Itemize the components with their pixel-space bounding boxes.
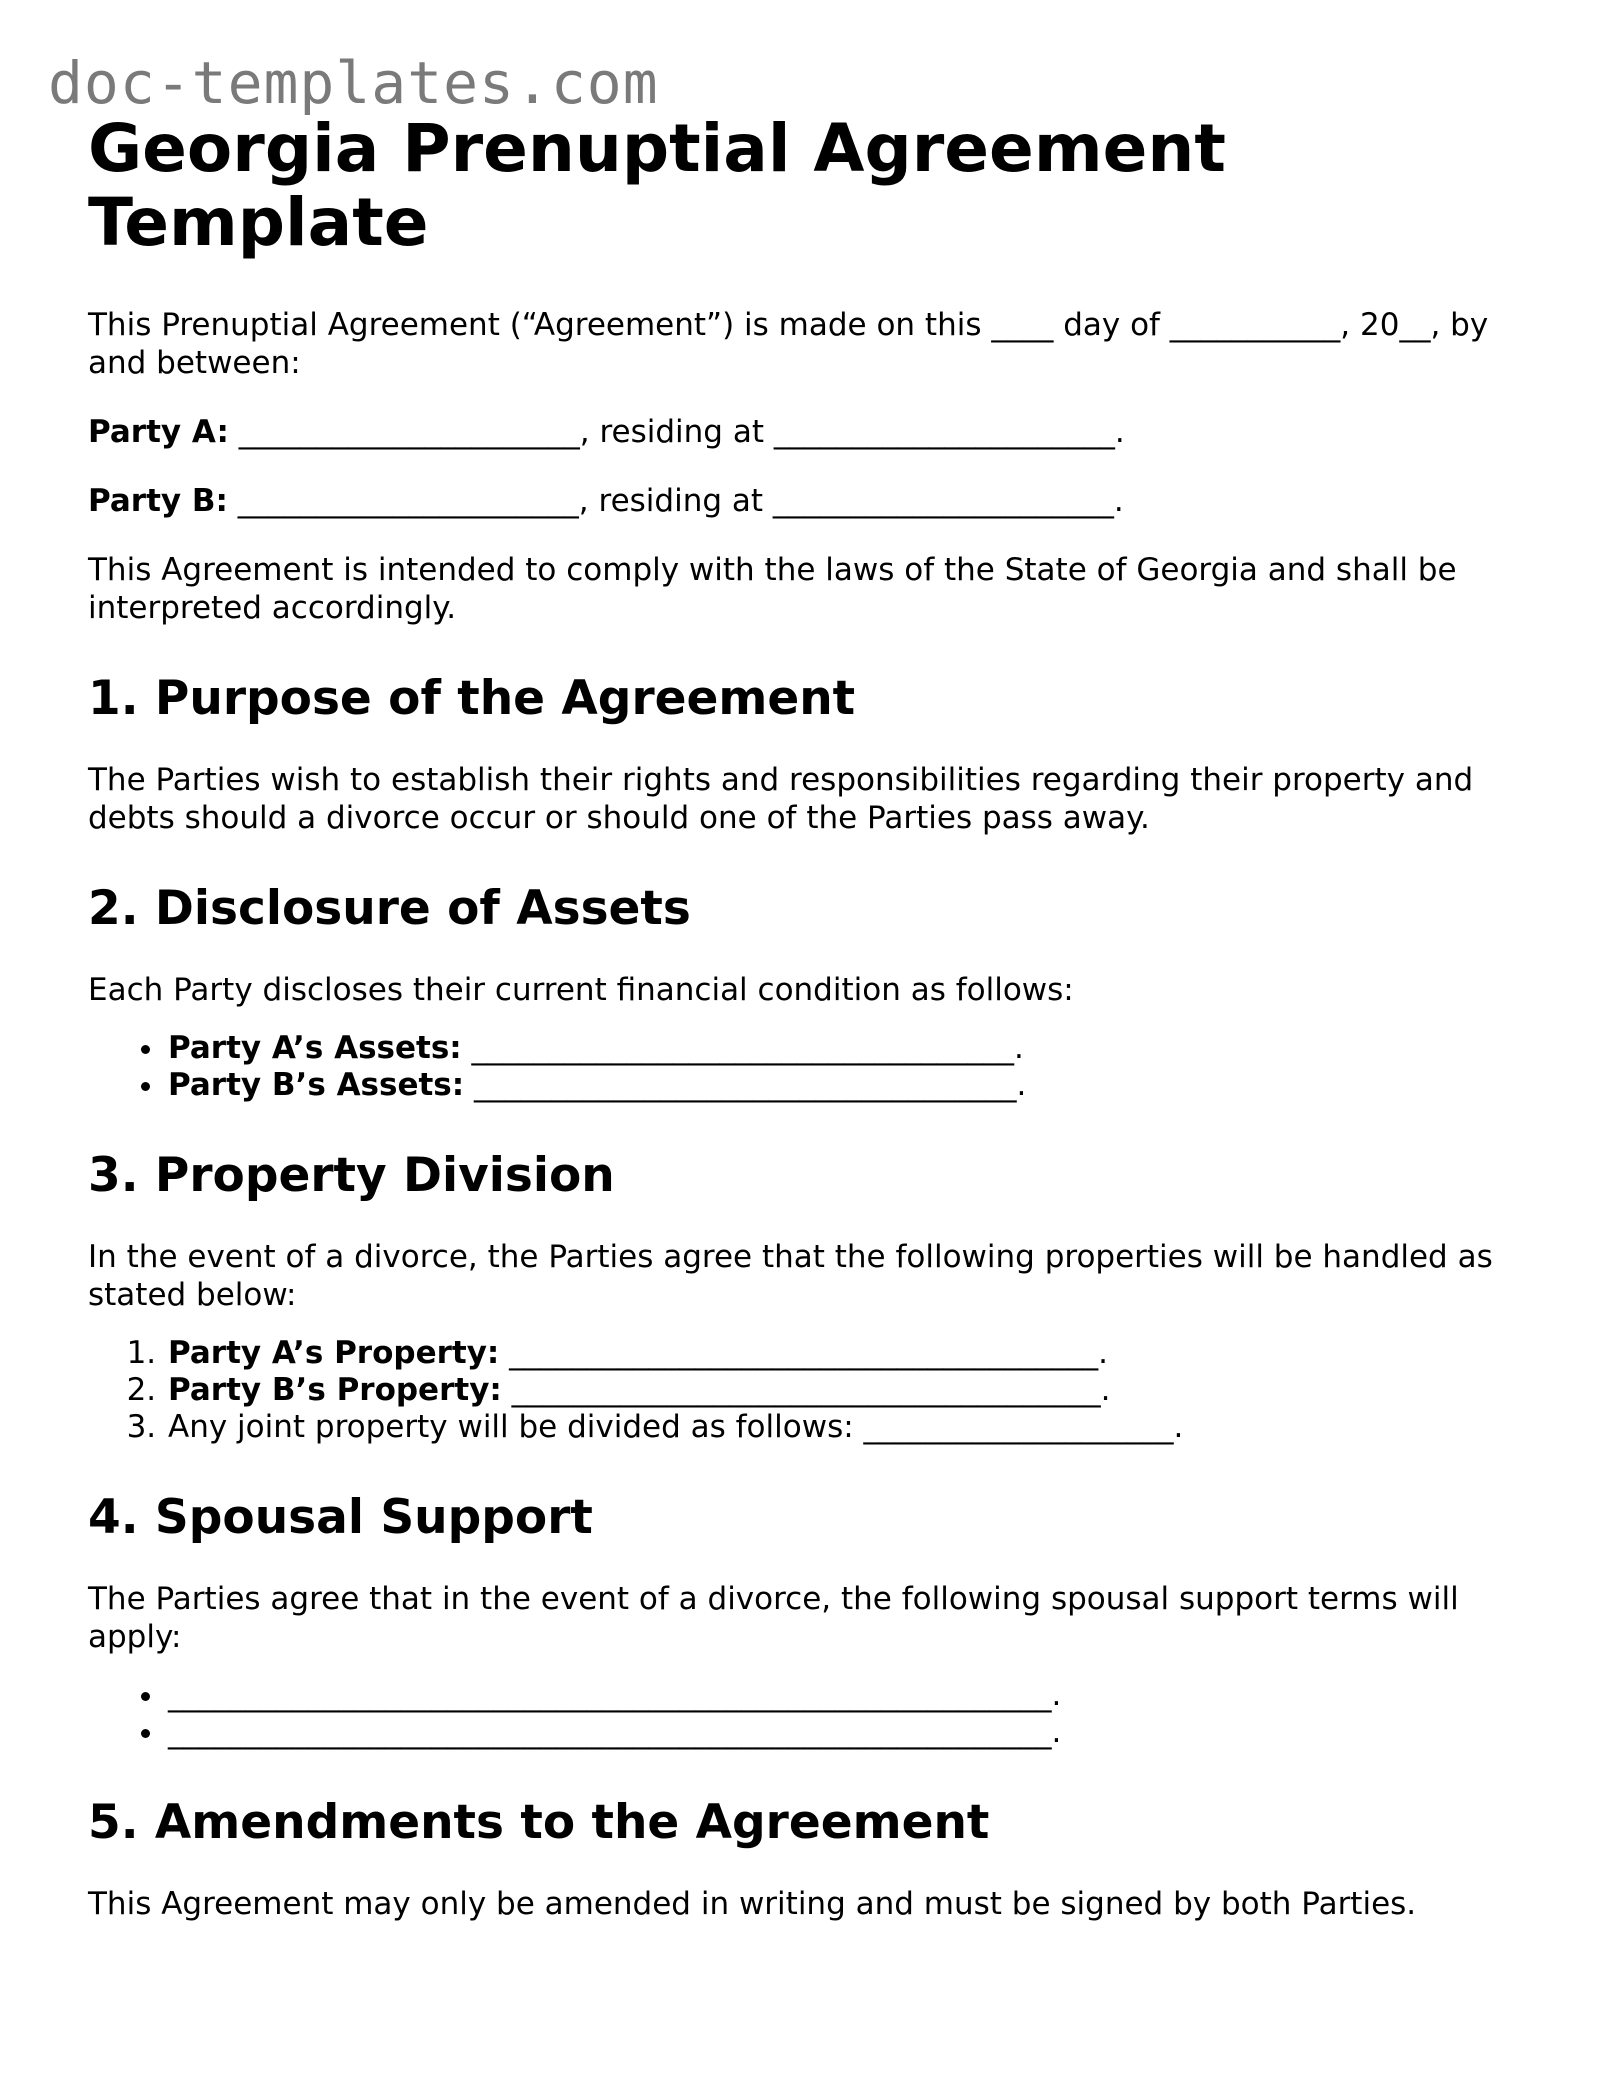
section-text-purpose: The Parties wish to establish their rights and responsibilities regarding their property and debts should a divorce occur or should one of the Parties pass away.	[88, 762, 1474, 836]
list-item	[166, 1372, 1528, 1409]
item-blank: _________________________________________________________.	[168, 1714, 1062, 1750]
section-text-disclosure: Each Party discloses their current financial condition as follows:	[88, 972, 1074, 1008]
list-item	[166, 1677, 1528, 1714]
watermark: doc-templates.com	[48, 49, 659, 117]
section-heading-purpose: 1. Purpose of the Agreement	[88, 671, 856, 726]
assets-list	[88, 1030, 1528, 1104]
document-title: Georgia Prenuptial Agreement Template	[88, 110, 1226, 261]
intro-paragraph: This Prenuptial Agreement (“Agreement”) is made on this ____ day of ___________, 20__, by and between:	[88, 307, 1489, 381]
item-blank: ___________________________________.	[464, 1067, 1027, 1103]
section-text-amendments: This Agreement may only be amended in writing and must be signed by both Parties.	[88, 1886, 1417, 1922]
party-b-line	[88, 482, 1528, 520]
item-blank: _________________________________________________________.	[168, 1677, 1062, 1713]
section-heading-disclosure: 2. Disclosure of Assets	[88, 881, 691, 936]
party-b-blank: ______________________, residing at ______________________.	[227, 483, 1124, 519]
party-a-label: Party A:	[88, 414, 229, 450]
property-list	[88, 1335, 1528, 1446]
list-item	[166, 1067, 1528, 1104]
support-list	[88, 1677, 1528, 1751]
compliance-paragraph: This Agreement is intended to comply with the laws of the State of Georgia and shall be interpreted accordingly.	[88, 552, 1457, 626]
item-label: Party B’s Property:	[168, 1372, 502, 1408]
list-item	[166, 1335, 1528, 1372]
list-item	[166, 1714, 1528, 1751]
section-heading-property: 3. Property Division	[88, 1148, 615, 1203]
item-label: Party A’s Assets:	[168, 1030, 462, 1066]
section-text-support: The Parties agree that in the event of a divorce, the following spousal support terms will apply:	[88, 1581, 1459, 1655]
item-label: Party B’s Assets:	[168, 1067, 465, 1103]
section-heading-support: 4. Spousal Support	[88, 1490, 593, 1545]
item-blank: ______________________________________.	[499, 1335, 1109, 1371]
party-a-blank: ______________________, residing at ______________________.	[228, 414, 1125, 450]
list-item	[166, 1030, 1528, 1067]
list-item	[166, 1409, 1528, 1446]
section-text-property: In the event of a divorce, the Parties agree that the following properties will be handled as stated below:	[88, 1239, 1493, 1313]
item-label: Party A’s Property:	[168, 1335, 500, 1371]
document-body	[88, 112, 1528, 1954]
item-blank: Any joint property will be divided as follows: ____________________.	[168, 1409, 1184, 1445]
party-a-line	[88, 413, 1528, 451]
item-blank: ___________________________________.	[461, 1030, 1024, 1066]
item-blank: ______________________________________.	[501, 1372, 1111, 1408]
party-b-label: Party B:	[88, 483, 228, 519]
section-heading-amendments: 5. Amendments to the Agreement	[88, 1795, 990, 1850]
